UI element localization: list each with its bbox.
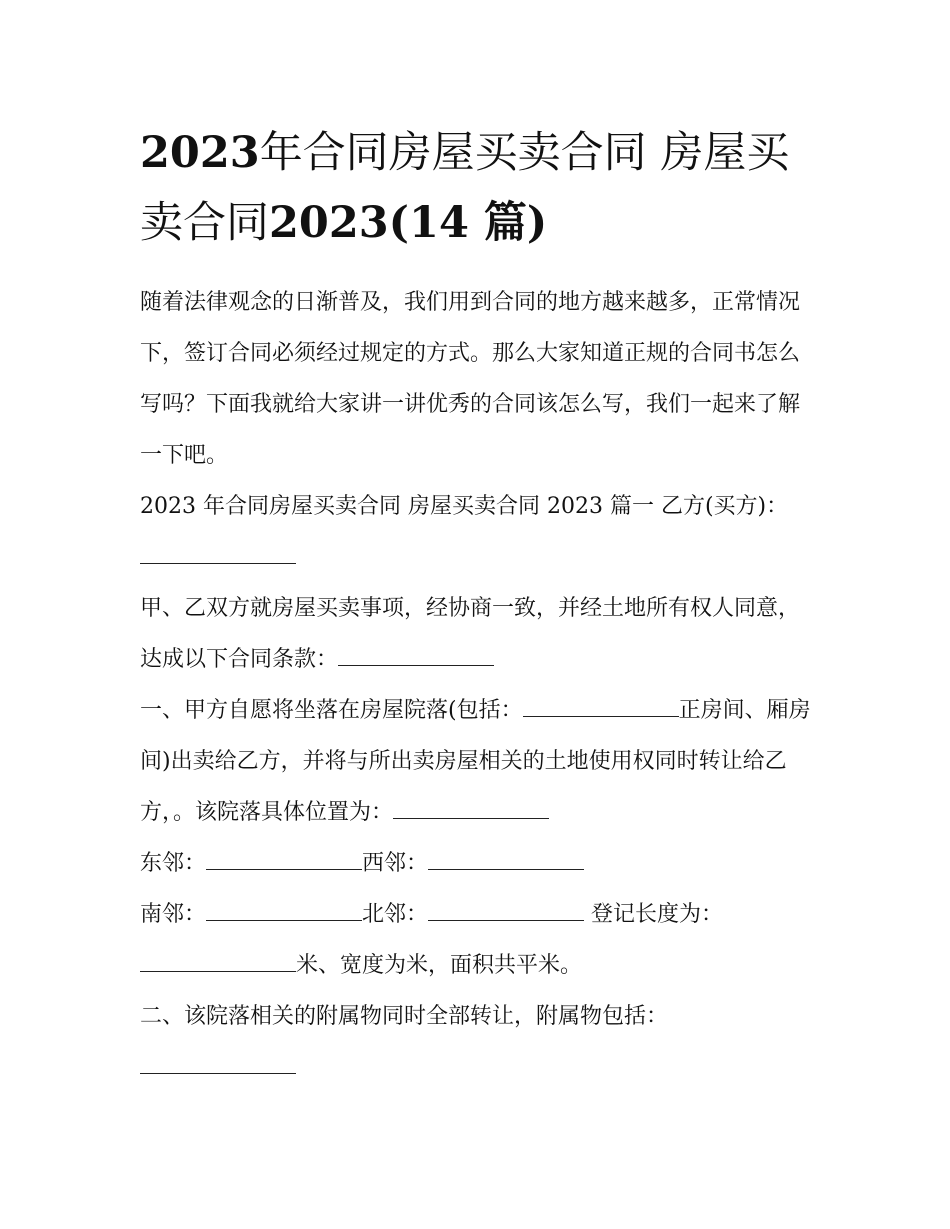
length-blank <box>140 952 296 972</box>
south-north-paragraph <box>140 889 820 991</box>
parties-paragraph <box>140 583 820 685</box>
title-text: 年合同房屋买卖合同 房屋买卖合同 <box>140 128 790 248</box>
west-blank <box>428 850 584 870</box>
location-blank <box>393 799 549 819</box>
dimensions-text: 米、宽度为米，面积共平米。 <box>296 953 583 978</box>
east-west-paragraph <box>140 838 820 889</box>
clause-1-part-a: 一、甲方自愿将坐落在房屋院落(包括： <box>140 698 523 723</box>
clause-2-text: 二、该院落相关的附属物同时全部转让，附属物包括： <box>140 1004 669 1029</box>
south-label: 南邻： <box>140 902 207 927</box>
west-label: 西邻： <box>362 851 429 876</box>
parties-blank <box>338 646 494 666</box>
south-blank <box>206 901 362 921</box>
buyer-blank <box>140 544 296 564</box>
title-suffix: 篇) <box>468 198 548 248</box>
east-label: 东邻： <box>140 851 207 876</box>
east-blank <box>206 850 362 870</box>
clause-1-part-b: 正房间、厢房间)出卖给乙方，并将与所出卖房屋相关的土地使用权同时转让给乙方，。该院落具体位置为： <box>140 698 811 825</box>
main-rooms-blank <box>523 697 679 717</box>
north-blank <box>428 901 584 921</box>
clause-1-paragraph <box>140 685 820 838</box>
title-year: 2023 <box>140 128 260 178</box>
clause-2-paragraph <box>140 991 820 1093</box>
intro-paragraph: 随着法律观念的日渐普及，我们用到合同的地方越来越多，正常情况下，签订合同必须经过规定的方式。那么大家知道正规的合同书怎么写吗？下面我就给大家讲一讲优秀的合同该怎么写，我们一起来了解一下吧。 <box>140 290 801 468</box>
document-body <box>140 277 820 1093</box>
section-heading-paragraph <box>140 481 820 583</box>
attachments-blank <box>140 1054 296 1074</box>
north-label: 北邻： <box>362 902 429 927</box>
parties-clause: 甲、乙双方就房屋买卖事项，经协商一致，并经土地所有权人同意，达成以下合同条款： <box>140 596 801 672</box>
title-year-count: 2023(14 <box>269 198 469 248</box>
document-title <box>140 118 820 258</box>
length-label: 登记长度为： <box>591 902 724 927</box>
section-heading: 2023 年合同房屋买卖合同 房屋买卖合同 2023 篇一 乙方(买方)： <box>140 494 789 519</box>
